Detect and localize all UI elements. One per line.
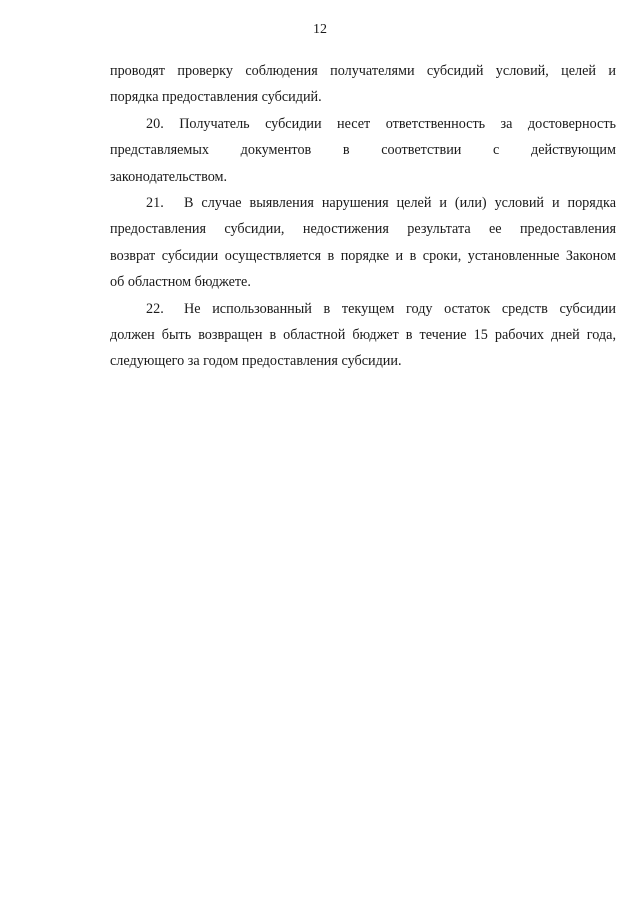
paragraph-number: 21. [146, 195, 164, 212]
paragraph-22 [110, 296, 616, 375]
paragraph-first-line [110, 296, 616, 322]
document-body [110, 58, 616, 375]
paragraph-line: возврат субсидии осуществляется в порядке и в сроки, установленные Законом [110, 247, 616, 264]
paragraph-line: предоставления субсидии, недостижения результата ее предоставления [110, 221, 616, 238]
paragraph-number: 22. [146, 300, 164, 317]
paragraph-20 [110, 111, 616, 190]
paragraph-line: Не использованный в текущем году остаток средств субсидии [184, 300, 616, 317]
paragraph-line: представляемых документов в соответствии с действующим [110, 142, 616, 159]
paragraph-line: должен быть возвращен в областной бюджет в течение 15 рабочих дней года, [110, 327, 616, 344]
paragraph-line: законодательством. [110, 168, 228, 185]
paragraph-line: Получатель субсидии несет ответственность за достоверность [179, 115, 616, 132]
page-number: 12 [313, 22, 327, 37]
paragraph-line: В случае выявления нарушения целей и (или) условий и порядка [184, 195, 616, 212]
paragraph-21 [110, 190, 616, 296]
paragraph-first-line [110, 190, 616, 216]
paragraph-line: следующего за годом предоставления субсидии. [110, 353, 402, 370]
paragraph-number: 20. [146, 115, 164, 132]
paragraph-line: порядка предоставления субсидий. [110, 89, 322, 106]
paragraph-line: об областном бюджете. [110, 274, 251, 291]
paragraph-continuation [110, 58, 616, 111]
paragraph-first-line [110, 111, 616, 137]
paragraph-line: проводят проверку соблюдения получателями субсидий условий, целей и [110, 63, 616, 79]
